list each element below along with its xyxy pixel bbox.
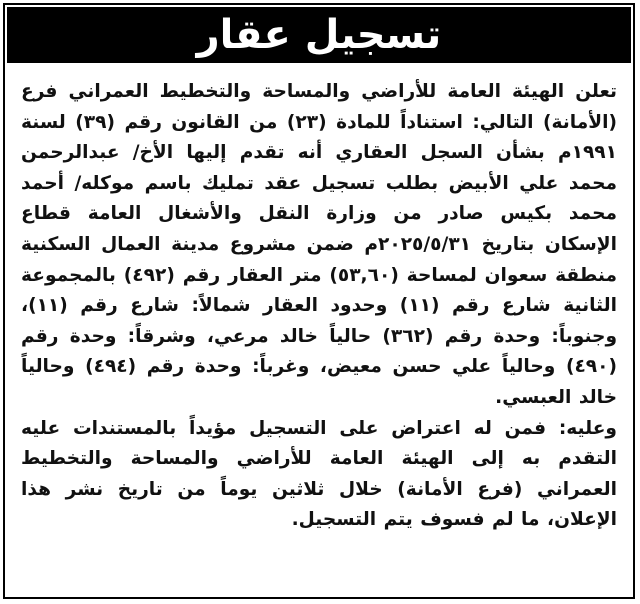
notice-paragraph-objection: وعليه: فمن له اعتراض على التسجيل مؤيداً بالمستندات عليه التقدم به إلى الهيئة العامة للأراضي والمساحة والتخطيط العمراني (فرع الأمانة) خلال ثلاثين يوماً من تاريخ نشر هذا الإعلان، ما لم فسوف يتم التسجيل. bbox=[21, 417, 617, 531]
notice-header bbox=[7, 7, 631, 63]
notice-body bbox=[21, 77, 617, 536]
notice-title: تسجيل عقار bbox=[196, 12, 442, 58]
notice-paragraph-announcement: تعلن الهيئة العامة للأراضي والمساحة والتخطيط العمراني فرع (الأمانة) التالي: استناداً للمادة (٢٣) من القانون رقم (٣٩) لسنة ١٩٩١م بشأن السجل العقاري أنه تقدم إليها الأخ/ عبدالرحمن محمد علي الأبيض بطلب تسجيل عقد تمليك باسم موكله/ أحمد محمد بكيس صادر من وزارة النقل والأشغال العامة قطاع الإسكان بتاريخ ٢٠٢٥/٥/٣١م ضمن مشروع مدينة العمال السكنية منطقة سعوان لمساحة (٥٣,٦٠) متر العقار رقم (٤٩٢) بالمجموعة الثانية شارع رقم (١١) وحدود العقار شمالاً: شارع رقم (١١)، وجنوباً: وحدة رقم (٣٦٢) حالياً خالد مرعي، وشرقاً: وحدة رقم (٤٩٠) وحالياً علي حسن معيض، وغرباً: وحدة رقم (٤٩٤) وحالياً خالد العبسي. bbox=[21, 81, 618, 408]
property-registration-notice bbox=[3, 3, 635, 599]
